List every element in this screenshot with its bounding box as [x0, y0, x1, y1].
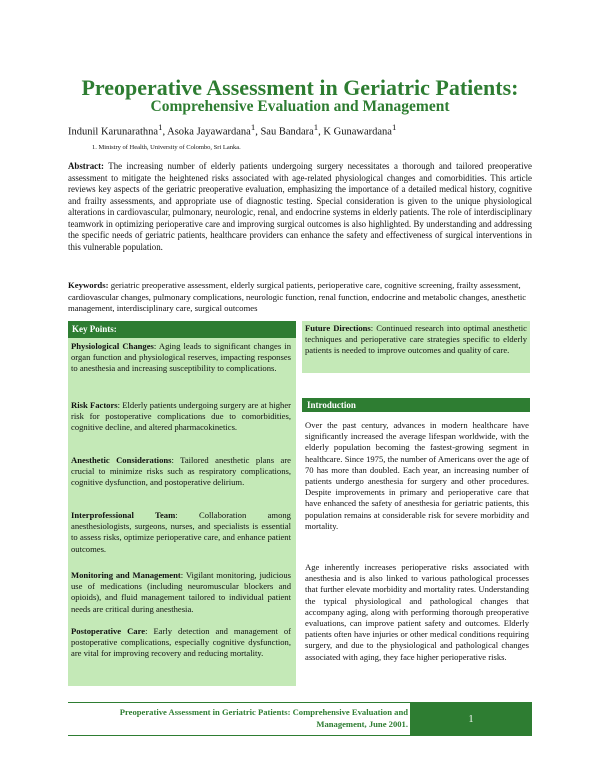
key-point-label: Monitoring and Management — [71, 570, 181, 580]
page-title: Preoperative Assessment in Geriatric Patients: — [81, 75, 519, 100]
author-name: K Gunawardana — [323, 126, 392, 138]
key-point-text: : Aging leads to significant changes in organ function and physiological reserves, impacting responses to anesthesia and increasing susceptibility to complications. — [71, 341, 291, 374]
page-subtitle: Comprehensive Evaluation and Management — [150, 98, 450, 115]
future-directions-label: Future Directions — [305, 323, 371, 333]
affiliation-mark: 1 — [250, 122, 256, 132]
introduction-paragraph: Age inherently increases perioperative risks associated with anesthesia and is also linked to various pathological processes that further elevate morbidity and mortality rates. Understanding the typical physiological and pathological changes that accompany aging, along with performing thorough preoperative evaluations, can improve patient safety and outcomes. Elderly patients often have injuries or other medical conditions requiring surgery, and due to the physiological and pathological changes associated with aging, they face higher perioperative risks. — [305, 562, 529, 662]
abstract — [68, 161, 532, 253]
keywords-label: Keywords: — [68, 280, 109, 290]
introduction-paragraph: Over the past century, advances in modern healthcare have significantly increased the average lifespan worldwide, with the elderly population becoming the fastest-growing segment in healthcare. Since 1975, the number of Americans over the age of 70 has more than doubled. Each year, an increasing number of patients undergo anesthesia for surgery and other procedures. Despite improvements in primary and perioperative care that have enhanced the safety of anesthesia for geriatric patients, this population remains at considerable risk for severe morbidity and mortality. — [305, 420, 529, 531]
key-point-text: : Early detection and management of postoperative complications, especially cognitive dysfunction, are vital for improving recovery and reducing mortality. — [71, 626, 291, 659]
key-point — [71, 510, 291, 555]
affiliation-mark: 1 — [313, 122, 319, 132]
key-points-header: Key Points: — [68, 321, 296, 338]
author-list: Indunil Karunarathna$^1$, Asoka Jayawardana$^1$, Sau Bandara$^1$, K Gunawardana$^1$ — [68, 122, 397, 138]
footer-line: Preoperative Assessment in Geriatric Patients: Comprehensive Evaluation and — [119, 707, 408, 717]
key-point — [71, 570, 291, 615]
key-point-text: : Tailored anesthetic plans are crucial to minimize risks such as respiratory complications, cognitive dysfunction, and postoperative delirium. — [71, 455, 291, 488]
key-point-label: Interprofessional Team — [71, 510, 176, 520]
abstract-label: Abstract: — [68, 161, 104, 171]
author-name: Sau Bandara — [260, 126, 314, 138]
key-point-label: Anesthetic Considerations — [71, 455, 172, 465]
key-point — [71, 626, 291, 660]
author-name: Asoka Jayawardana — [167, 126, 251, 138]
key-point — [71, 400, 291, 434]
affiliation-mark: 1 — [391, 122, 397, 132]
key-points-box — [68, 321, 296, 686]
affiliation-mark: 1 — [158, 122, 163, 132]
keywords — [68, 280, 532, 315]
introduction-header: Introduction — [302, 398, 530, 412]
affiliation: 1. Ministry of Health, University of Colombo, Sri Lanka. — [92, 144, 241, 151]
key-point — [71, 341, 291, 375]
abstract-text: The increasing number of elderly patients undergoing surgery necessitates a thorough and tailored preoperative assessment to mitigate the heightened risks associated with age-related physiological changes and comorbidities. This article reviews key aspects of the geriatric preoperative evaluation, emphasizing the importance of a detailed medical history, cognitive and frailty assessments, and appropriate use of diagnostic testing. Special consideration is given to the unique physiological alterations in cardiovascular, pulmonary, neurologic, renal, and endocrine systems in elderly patients. The role of interdisciplinary teamwork in optimizing perioperative care and improving surgical outcomes is also highlighted. By understanding and addressing the specific needs of geriatric patients, healthcare providers can enhance the safety and effectiveness of surgical interventions in this vulnerable population. — [68, 161, 532, 252]
footer-citation — [68, 706, 408, 730]
key-point-label: Risk Factors — [71, 400, 118, 410]
author-name: Indunil Karunarathna — [68, 126, 159, 138]
key-point — [71, 455, 291, 489]
future-directions-text: : Continued research into optimal anesthetic techniques and perioperative care strategies specific to elderly patients is needed to improve outcomes and quality of care. — [305, 323, 527, 356]
key-point-label: Postoperative Care — [71, 626, 146, 636]
footer-line: Management, June 2001. — [316, 719, 408, 729]
key-point-text: : Vigilant monitoring, judicious use of medications (including neuromuscular blockers and opioids), and fluid management tailored to individual patient needs are critical during anesthesia. — [71, 570, 291, 614]
key-point-label: Physiological Changes — [71, 341, 154, 351]
keywords-text: geriatric preoperative assessment, elderly surgical patients, perioperative care, cognitive screening, frailty assessment, cardiovascular changes, pulmonary complications, neurologic function, renal function, endocrine and metabolic changes, anesthetic management, interdisciplinary care, surgical outcomes — [68, 280, 527, 313]
key-point-text: : Elderly patients undergoing surgery are at higher risk for postoperative complications due to comorbidities, cognitive decline, and altered pharmacokinetics. — [71, 400, 291, 433]
future-directions-box — [302, 321, 530, 373]
page-number: 1 — [410, 703, 532, 735]
key-point-text: : Collaboration among anesthesiologists, surgeons, nurses, and specialists is essential to assess risks, optimize perioperative care, and enhance patient outcomes. — [71, 510, 291, 554]
page-footer — [68, 702, 532, 736]
